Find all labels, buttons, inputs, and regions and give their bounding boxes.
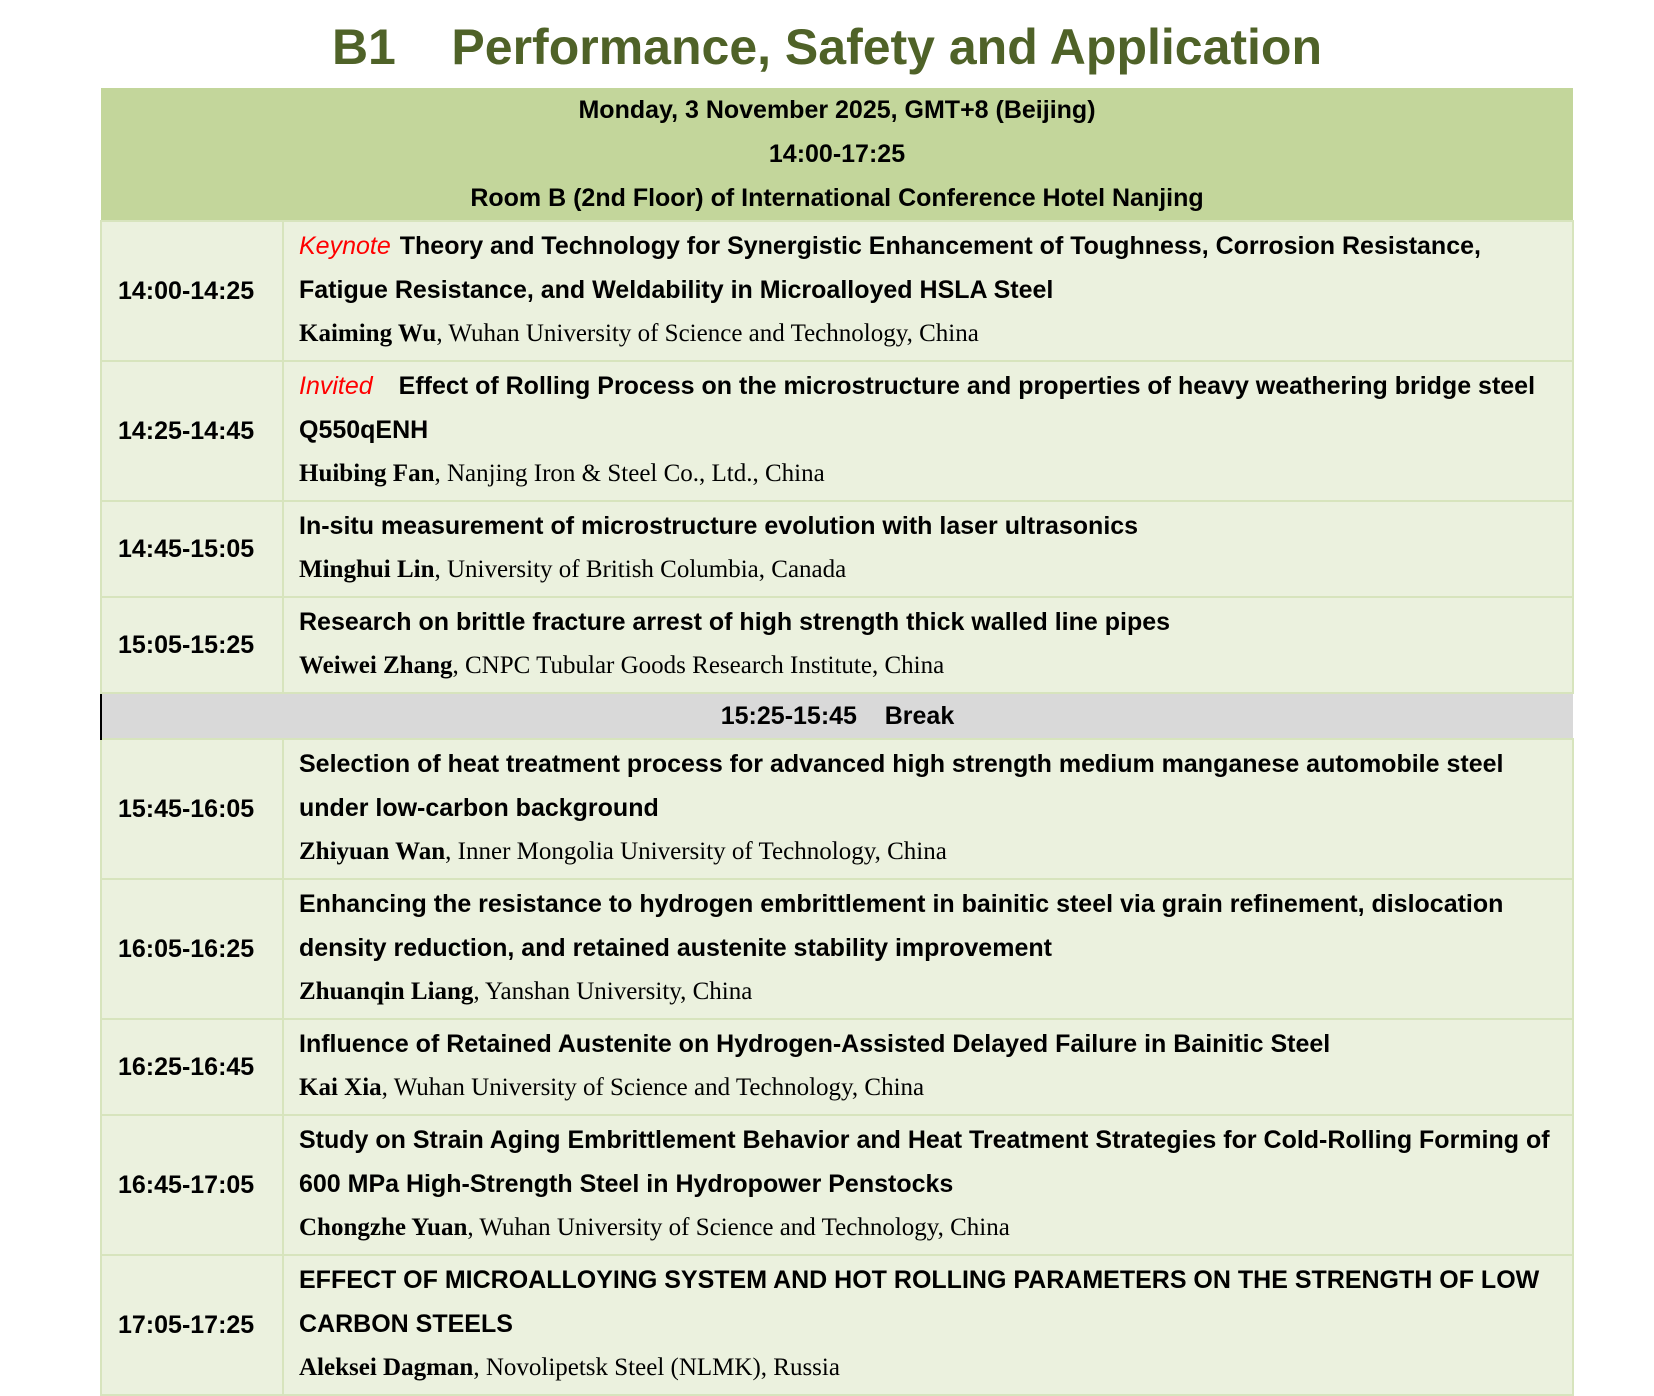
talk-time: 16:25-16:45 [101, 1019, 283, 1115]
session-header [101, 88, 1573, 221]
talk-title: EFFECT OF MICROALLOYING SYSTEM AND HOT ROLLING PARAMETERS ON THE STRENGTH OF LOW CARBON STEELS [299, 1266, 1540, 1338]
talk-title: Enhancing the resistance to hydrogen embrittlement in bainitic steel via grain refinement, dislocation density reduction, and retained austenite stability improvement [299, 890, 1504, 962]
talk-row [101, 1255, 1573, 1395]
talk-details [283, 1019, 1573, 1115]
talk-details [283, 597, 1573, 693]
session-schedule-table [100, 88, 1574, 1396]
talk-title: Research on brittle fracture arrest of high strength thick walled line pipes [299, 608, 1171, 636]
talk-title: Selection of heat treatment process for advanced high strength medium manganese automobile steel under low-carbon background [299, 750, 1504, 822]
talk-row [101, 501, 1573, 597]
speaker-affiliation: , University of British Columbia, Canada [434, 556, 847, 583]
talk-time: 14:00-14:25 [101, 221, 283, 361]
talk-title: Theory and Technology for Synergistic Enhancement of Toughness, Corrosion Resistance, Fatigue Resistance, and Weldability in Microalloyed HSLA Steel [299, 232, 1481, 304]
speaker-name: Minghui Lin [299, 556, 435, 583]
talk-row [101, 1115, 1573, 1255]
speaker-line [299, 644, 1558, 688]
talk-row [101, 597, 1573, 693]
talk-time: 17:05-17:25 [101, 1255, 283, 1395]
talk-row [101, 739, 1573, 879]
talk-details [283, 501, 1573, 597]
speaker-line [299, 452, 1558, 496]
talk-title-block [299, 882, 1558, 970]
speaker-affiliation: , Wuhan University of Science and Technology, China [381, 1074, 925, 1101]
talk-title: Effect of Rolling Process on the microstructure and properties of heavy weathering bridge steel Q550qENH [299, 372, 1536, 444]
speaker-name: Chongzhe Yuan [299, 1214, 468, 1241]
talk-time: 14:25-14:45 [101, 361, 283, 501]
speaker-line [299, 548, 1558, 592]
speaker-name: Kaiming Wu [299, 320, 437, 347]
speaker-line [299, 1346, 1558, 1390]
speaker-line [299, 970, 1558, 1014]
talk-type-tag: Invited [299, 372, 373, 400]
talk-row [101, 361, 1573, 501]
talk-row [101, 1019, 1573, 1115]
speaker-name: Kai Xia [299, 1074, 382, 1101]
talk-title: In-situ measurement of microstructure evolution with laser ultrasonics [299, 512, 1139, 540]
talk-details [283, 361, 1573, 501]
speaker-affiliation: , Wuhan University of Science and Technology, China [467, 1214, 1010, 1241]
break-row [101, 693, 1573, 739]
session-header-row [101, 88, 1573, 221]
speaker-affiliation: , Novolipetsk Steel (NLMK), Russia [473, 1354, 840, 1381]
talk-title: Influence of Retained Austenite on Hydrogen-Assisted Delayed Failure in Bainitic Steel [299, 1030, 1331, 1058]
talk-title-block [299, 1022, 1558, 1066]
talk-row [101, 879, 1573, 1019]
session-date: Monday, 3 November 2025, GMT+8 (Beijing) [578, 96, 1096, 124]
talk-type-tag: Keynote [299, 232, 391, 260]
talk-details [283, 739, 1573, 879]
talk-details [283, 221, 1573, 361]
talk-title-block [299, 224, 1558, 312]
talk-title-block [299, 1258, 1558, 1346]
speaker-line [299, 830, 1558, 874]
talk-title: Study on Strain Aging Embrittlement Behavior and Heat Treatment Strategies for Cold-Rolling Forming of 600 MPa High-Strength Steel in Hydropower Penstocks [299, 1126, 1550, 1198]
talk-time: 15:05-15:25 [101, 597, 283, 693]
speaker-affiliation: , Wuhan University of Science and Technology, China [436, 320, 979, 347]
talk-time: 16:45-17:05 [101, 1115, 283, 1255]
talk-time: 16:05-16:25 [101, 879, 283, 1019]
talk-time: 14:45-15:05 [101, 501, 283, 597]
talk-details [283, 1115, 1573, 1255]
talk-title-block [299, 742, 1558, 830]
talk-details [283, 1255, 1573, 1395]
session-time: 14:00-17:25 [768, 140, 906, 168]
talk-details [283, 879, 1573, 1019]
session-room: Room B (2nd Floor) of International Conference Hotel Nanjing [470, 184, 1204, 212]
speaker-name: Zhuanqin Liang [299, 978, 474, 1005]
page-title: B1 Performance, Safety and Application [331, 19, 1323, 75]
speaker-line [299, 312, 1558, 356]
talk-title-block [299, 364, 1558, 452]
talk-title-block [299, 600, 1558, 644]
talk-time: 15:45-16:05 [101, 739, 283, 879]
talk-title-block [299, 504, 1558, 548]
speaker-affiliation: , Nanjing Iron & Steel Co., Ltd., China [434, 460, 825, 487]
speaker-affiliation: , CNPC Tubular Goods Research Institute, China [452, 652, 945, 679]
speaker-affiliation: , Yanshan University, China [473, 978, 753, 1005]
speaker-name: Zhiyuan Wan [299, 838, 446, 865]
break-label: 15:25-15:45 Break [101, 693, 1573, 739]
speaker-name: Weiwei Zhang [299, 652, 453, 679]
speaker-affiliation: , Inner Mongolia University of Technology, China [445, 838, 947, 865]
talk-title-block [299, 1118, 1558, 1206]
speaker-line [299, 1066, 1558, 1110]
speaker-name: Aleksei Dagman [299, 1354, 474, 1381]
speaker-name: Huibing Fan [299, 460, 435, 487]
speaker-line [299, 1206, 1558, 1250]
talk-row [101, 221, 1573, 361]
